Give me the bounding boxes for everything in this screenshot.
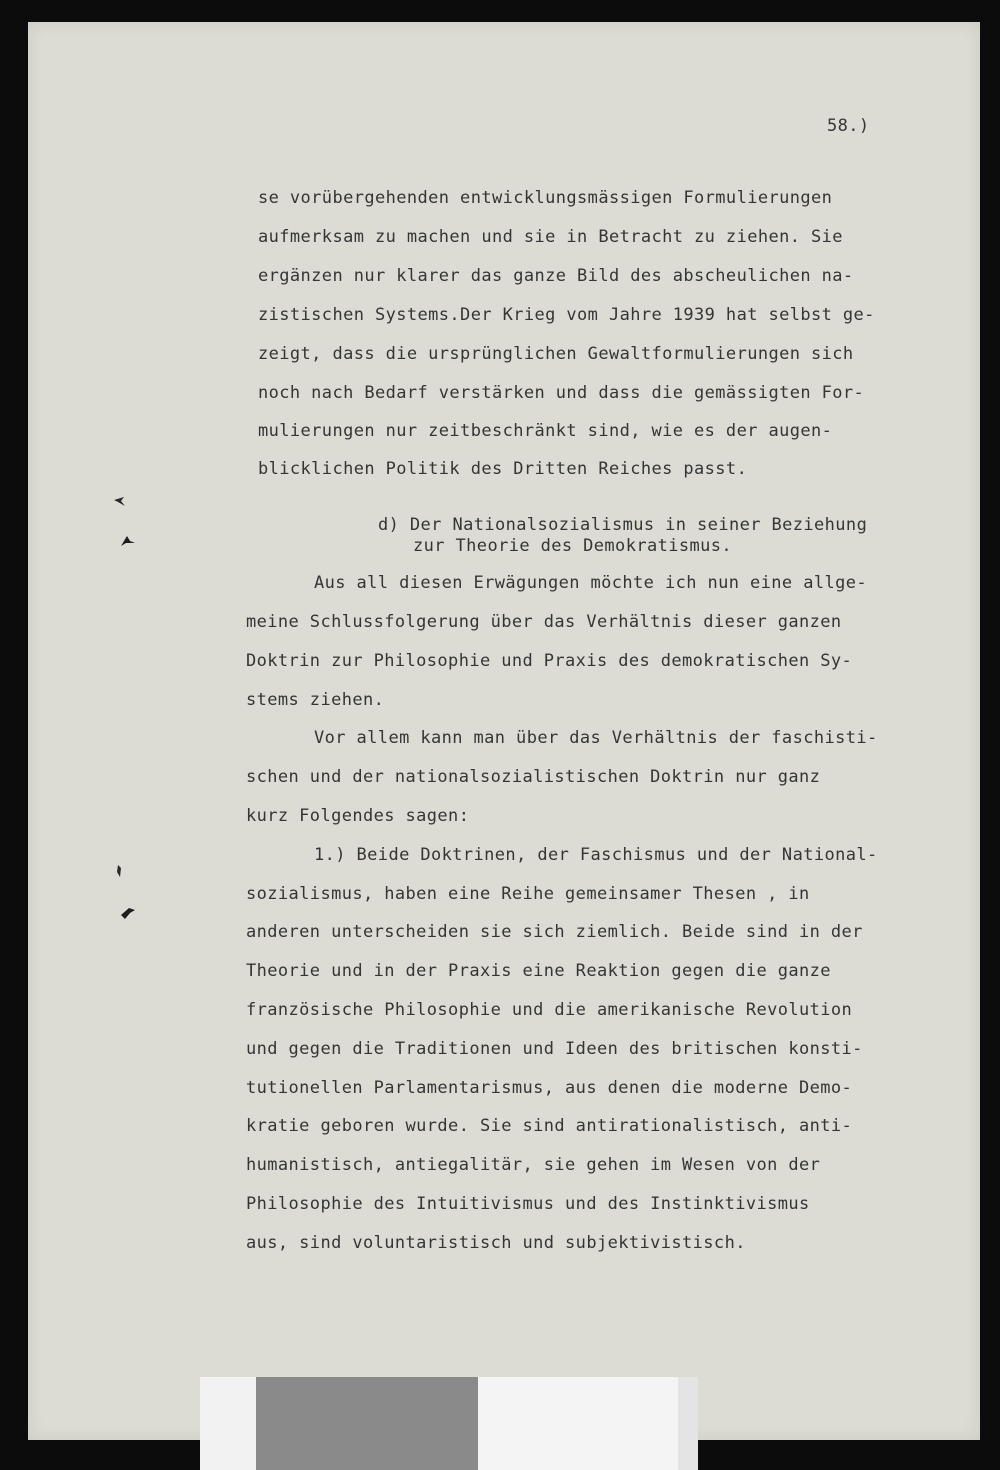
page-number: 58.) <box>827 116 870 136</box>
section-heading-line: zur Theorie des Demokratismus. <box>413 536 733 556</box>
text-line: zistischen Systems.Der Krieg vom Jahre 1939 hat selbst ge- <box>258 305 875 325</box>
text-line: Doktrin zur Philosophie und Praxis des demokratischen Sy- <box>246 651 853 671</box>
text-line: blicklichen Politik des Dritten Reiches passt. <box>258 459 748 479</box>
text-line: französische Philosophie und die amerikanische Revolution <box>246 1000 853 1020</box>
text-line: anderen unterscheiden sie sich ziemlich. Beide sind in der <box>246 922 863 942</box>
text-line: zeigt, dass die ursprünglichen Gewaltformulierungen sich <box>258 344 854 364</box>
strip-block-gray <box>256 1377 478 1470</box>
text-line: mulierungen nur zeitbeschränkt sind, wie es der augen- <box>258 421 833 441</box>
strip-block-white <box>200 1377 256 1470</box>
text-line: Philosophie des Intuitivismus und des Instinktivismus <box>246 1194 810 1214</box>
text-line: ergänzen nur klarer das ganze Bild des abscheulichen na- <box>258 266 854 286</box>
text-line: kratie geboren wurde. Sie sind antirationalistisch, anti- <box>246 1116 853 1136</box>
section-heading-line: d) Der Nationalsozialismus in seiner Beziehung <box>378 515 868 535</box>
text-line: kurz Folgendes sagen: <box>246 806 470 826</box>
punch-hole-mark <box>120 534 136 548</box>
document-page <box>28 22 980 1440</box>
text-line: aufmerksam zu machen und sie in Betracht zu ziehen. Sie <box>258 227 843 247</box>
punch-hole-mark <box>120 906 136 920</box>
text-line: schen und der nationalsozialistischen Doktrin nur ganz <box>246 767 821 787</box>
punch-hole-mark <box>112 494 128 508</box>
strip-block-light <box>678 1377 698 1470</box>
text-line: stems ziehen. <box>246 690 385 710</box>
text-line: tutionellen Parlamentarismus, aus denen die moderne Demo- <box>246 1078 853 1098</box>
text-line: Theorie und in der Praxis eine Reaktion gegen die ganze <box>246 961 831 981</box>
text-line: Vor allem kann man über das Verhältnis der faschisti- <box>314 728 878 748</box>
text-line: meine Schlussfolgerung über das Verhältnis dieser ganzen <box>246 612 842 632</box>
text-line: Aus all diesen Erwägungen möchte ich nun eine allge- <box>314 573 868 593</box>
text-line: noch nach Bedarf verstärken und dass die gemässigten For- <box>258 383 865 403</box>
strip-block-white <box>478 1377 678 1470</box>
text-line: 1.) Beide Doktrinen, der Faschismus und der National- <box>314 845 878 865</box>
text-line: aus, sind voluntaristisch und subjektivistisch. <box>246 1233 746 1253</box>
text-line: se vorübergehenden entwicklungsmässigen Formulierungen <box>258 188 833 208</box>
calibration-strip <box>0 1377 1000 1470</box>
punch-hole-mark <box>112 864 128 878</box>
text-line: humanistisch, antiegalitär, sie gehen im Wesen von der <box>246 1155 821 1175</box>
text-line: sozialismus, haben eine Reihe gemeinsamer Thesen , in <box>246 884 810 904</box>
text-line: und gegen die Traditionen und Ideen des britischen konsti- <box>246 1039 863 1059</box>
